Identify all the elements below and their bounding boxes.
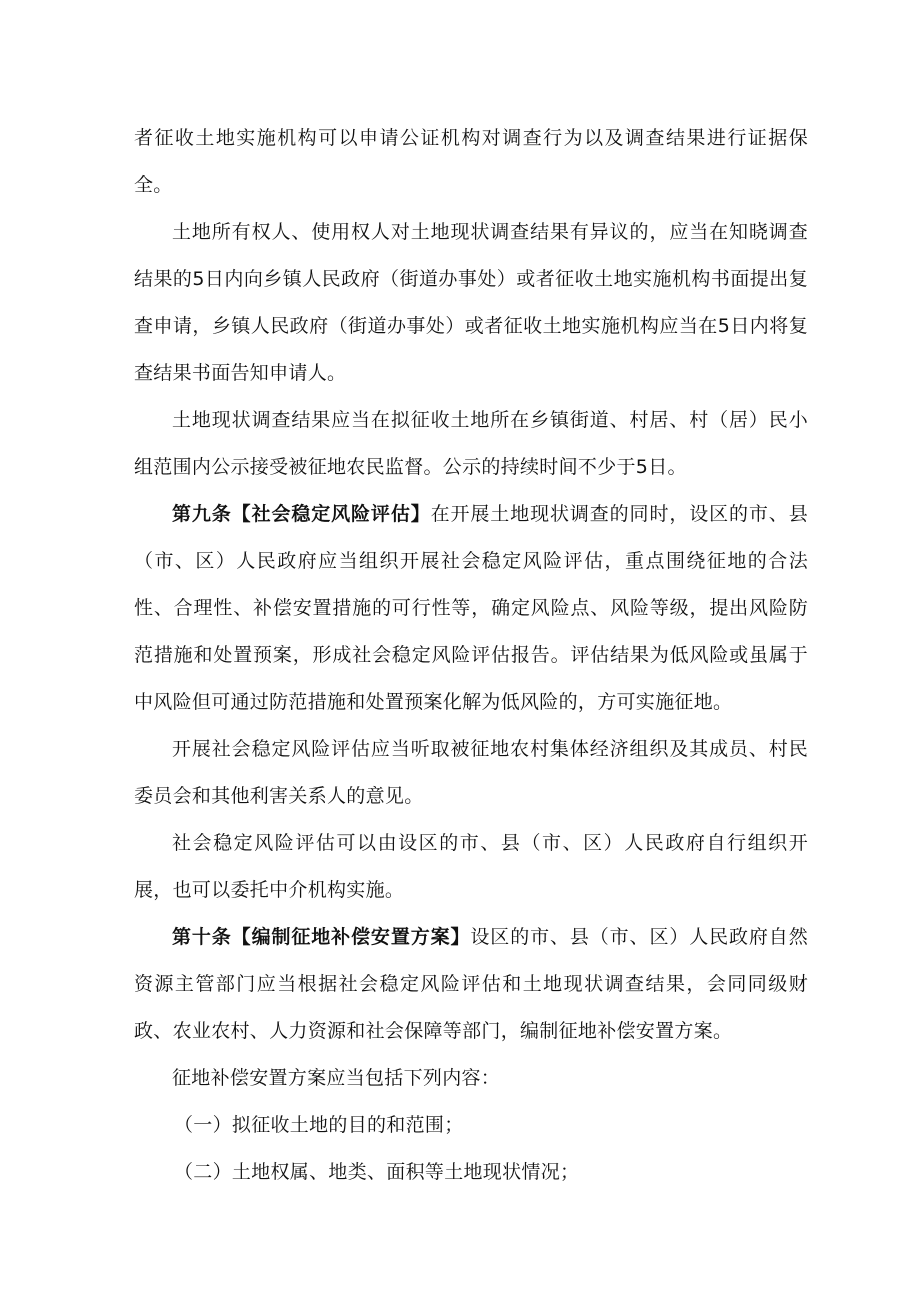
paragraph-3: 土地现状调查结果应当在拟征收土地所在乡镇街道、村居、村（居）民小组范围内公示接受被征地农民监督。公示的持续时间不少于5日。 [134, 409, 808, 478]
article-9-body: 在开展土地现状调查的同时，设区的市、县（市、区）人民政府应当组织开展社会稳定风险评估，重点围绕征地的合法性、合理性、补偿安置措施的可行性等，确定风险点、风险等级，提出风险防范措施和处置预案，形成社会稳定风险评估报告。评估结果为低风险或虽属于中风险但可通过防范措施和处置预案化解为低风险的，方可实施征地。 [134, 503, 809, 713]
list-item-2: （二）土地权属、地类、面积等土地现状情况； [174, 1161, 580, 1183]
paragraph-5: 开展社会稳定风险评估应当听取被征地农村集体经济组织及其成员、村民委员会和其他利害关系人的意见。 [134, 738, 808, 807]
paragraph-6: 社会稳定风险评估可以由设区的市、县（市、区）人民政府自行组织开展，也可以委托中介机构实施。 [134, 832, 808, 901]
list-item-1: （一）拟征收土地的目的和范围； [174, 1114, 464, 1136]
article-10-body: 设区的市、县（市、区）人民政府自然资源主管部门应当根据社会稳定风险评估和土地现状调查结果，会同同级财政、农业农村、人力资源和社会保障等部门，编制征地补偿安置方案。 [134, 926, 808, 1042]
paragraph-1: 者征收土地实施机构可以申请公证机构对调查行为以及调查结果进行证据保全。 [134, 127, 808, 196]
article-9-heading: 第九条【社会稳定风险评估】 [172, 503, 431, 525]
article-10 [134, 914, 808, 1055]
paragraph-8: 征地补偿安置方案应当包括下列内容： [172, 1067, 501, 1089]
article-10-heading: 第十条【编制征地补偿安置方案】 [172, 926, 471, 948]
paragraph-2: 土地所有权人、使用权人对土地现状调查结果有异议的，应当在知晓调查结果的5日内向乡镇人民政府（街道办事处）或者征收土地实施机构书面提出复查申请，乡镇人民政府（街道办事处）或者征收土地实施机构应当在5日内将复查结果书面告知申请人。 [134, 221, 808, 384]
article-9 [134, 491, 808, 726]
